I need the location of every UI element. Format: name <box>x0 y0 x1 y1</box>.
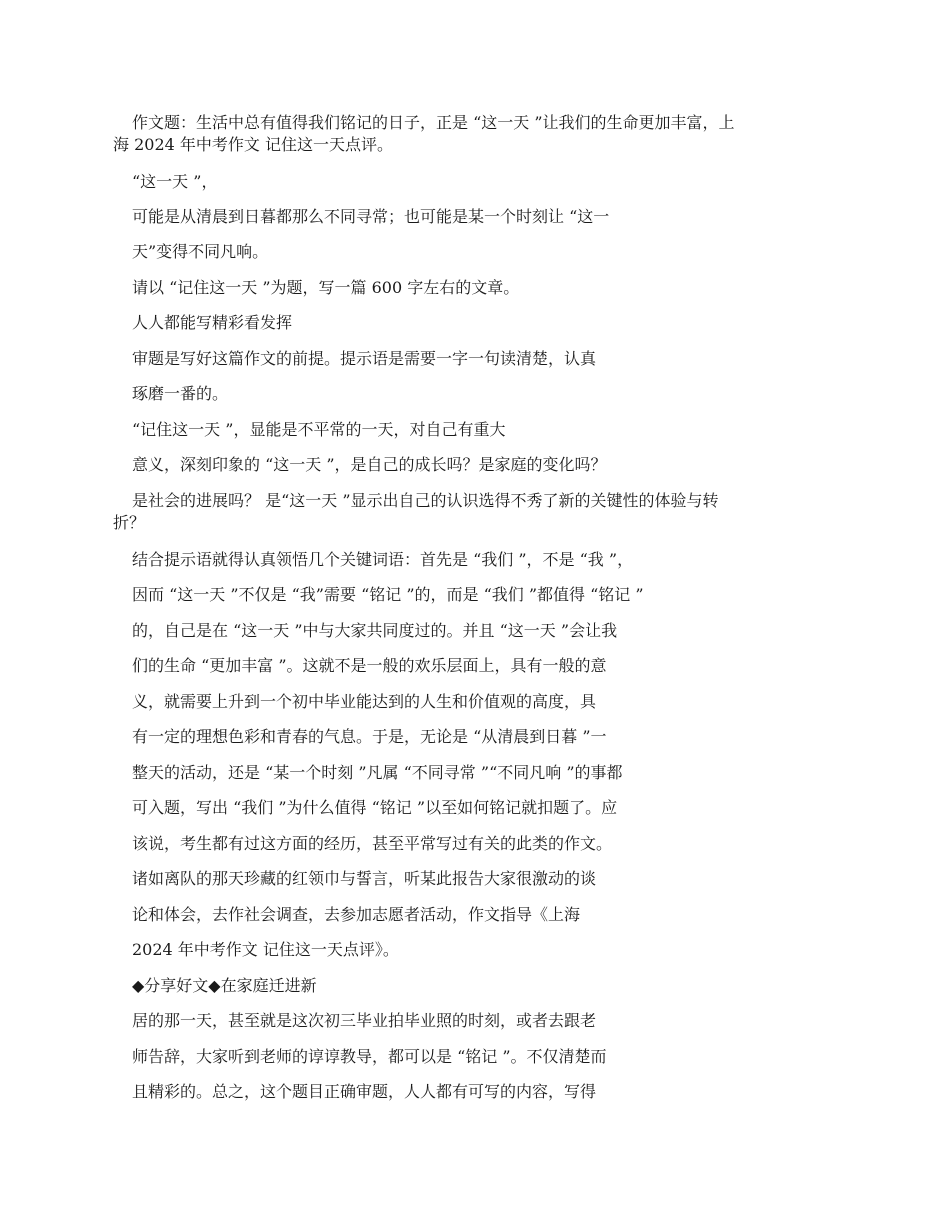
text-line: 琢磨一番的。 <box>132 384 229 403</box>
text-line: 居的那一天，甚至就是这次初三毕业拍毕业照的时刻，或者去跟老 <box>132 1011 597 1030</box>
paragraph <box>0 904 580 926</box>
paragraph <box>0 549 633 571</box>
paragraph <box>0 797 617 819</box>
text-line: 请以 “记住这一天 ”为题，写一篇 600 字左右的文章。 <box>132 278 520 297</box>
text-line: 该说，考生都有过这方面的经历，甚至平常写过有关的此类的作文。 <box>132 834 613 853</box>
text-line: 2024 年中考作文 记住这一天点评》。 <box>132 940 399 959</box>
text-line: 整天的活动，还是 “某一个时刻 ”凡属 “不同寻常 ”“不同凡响 ”的事都 <box>132 763 623 782</box>
paragraph <box>0 348 596 370</box>
paragraph <box>0 620 617 642</box>
text-line: 可入题，写出 “我们 ”为什么值得 “铭记 ”以至如何铭记就扣题了。应 <box>132 798 618 817</box>
paragraph <box>0 383 228 405</box>
text-line: 有一定的理想色彩和青春的气息。于是，无论是 “从清晨到日暮 ”一 <box>132 727 607 746</box>
paragraph <box>0 277 519 299</box>
paragraph <box>0 419 505 441</box>
text-line: 义，就需要上升到一个初中毕业能达到的人生和价值观的高度，具 <box>132 692 597 711</box>
text-line: 是社会的进展吗？ 是“这一天 ”显示出自己的认识选得不秀了新的关键性的体验与转 <box>132 491 719 510</box>
paragraph <box>0 1081 596 1103</box>
text-line: 天”变得不同凡响。 <box>132 242 269 261</box>
paragraph <box>0 490 719 534</box>
text-line: 海 2024 年中考作文 记住这一天点评。 <box>113 135 393 154</box>
paragraph <box>0 241 268 263</box>
text-line: 审题是写好这篇作文的前提。提示语是需要一字一句读清楚，认真 <box>132 349 597 368</box>
text-line: 结合提示语就得认真领悟几个关键词语：首先是 “我们 ”，不是 “我 ”， <box>132 550 634 569</box>
text-line: 论和体会，去作社会调查，去参加志愿者活动，作文指导《上海 <box>132 905 581 924</box>
paragraph <box>0 584 644 606</box>
text-line: 且精彩的。总之，这个题目正确审题，人人都有可写的内容，写得 <box>132 1082 597 1101</box>
paragraph <box>0 454 607 476</box>
paragraph <box>0 1010 596 1032</box>
text-line: “记住这一天 ”，显能是不平常的一天，对自己有重大 <box>132 420 506 439</box>
text-line: 师告辞，大家听到老师的谆谆教导，都可以是 “铭记 ”。不仅清楚而 <box>132 1047 607 1066</box>
paragraph <box>0 762 623 784</box>
paragraph <box>0 939 399 961</box>
text-line: 可能是从清晨到日暮都那么不同寻常；也可能是某一个时刻让 “这一 <box>132 207 610 226</box>
text-line: 人人都能写精彩看发挥 <box>132 313 293 332</box>
paragraph <box>0 312 292 334</box>
text-line: 因而 “这一天 ”不仅是 “我”需要 “铭记 ”的，而是 “我们 ”都值得 “铭记 ” <box>132 585 644 604</box>
paragraph <box>0 1046 607 1068</box>
text-line: 的，自己是在 “这一天 ”中与大家共同度过的。并且 “这一天 ”会让我 <box>132 621 618 640</box>
paragraph <box>0 975 317 997</box>
text-line: 意义，深刻印象的 “这一天 ”，是自己的成长吗？是家庭的变化吗？ <box>132 455 607 474</box>
paragraph <box>0 691 596 713</box>
paragraph <box>0 206 609 228</box>
paragraph <box>0 171 217 193</box>
paragraph <box>0 726 607 748</box>
paragraph <box>0 655 607 677</box>
text-line: 作文题：生活中总有值得我们铭记的日子，正是 “这一天 ”让我们的生命更加丰富，上 <box>132 113 735 132</box>
paragraph <box>0 833 612 855</box>
paragraph <box>0 868 596 890</box>
paragraph <box>0 112 735 156</box>
text-line: 们的生命 “更加丰富 ”。这就不是一般的欢乐层面上，具有一般的意 <box>132 656 607 675</box>
text-line: 折？ <box>113 513 146 532</box>
text-line: 诸如离队的那天珍藏的红领巾与誓言，听某此报告大家很激动的谈 <box>132 869 597 888</box>
text-line: ◆分享好文◆在家庭迁进新 <box>132 976 317 995</box>
text-line: “这一天 ”， <box>132 172 218 191</box>
